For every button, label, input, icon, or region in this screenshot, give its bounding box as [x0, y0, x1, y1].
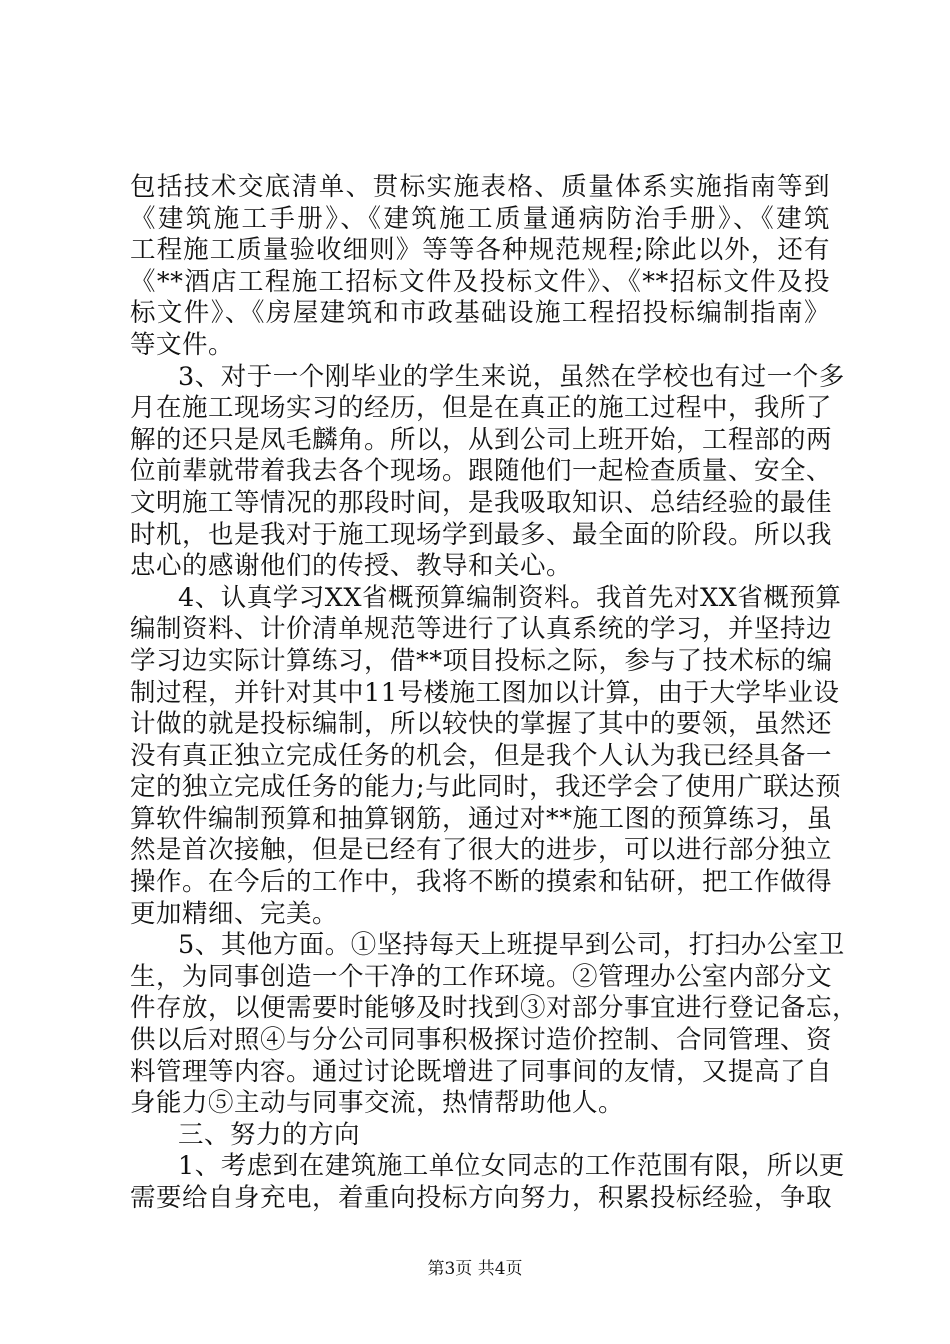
paragraph: [130, 1151, 845, 1214]
paragraph: [130, 582, 842, 931]
text-line: 文明施工等情况的那段时间，是我吸取知识、总结经验的最佳: [130, 487, 833, 518]
text-line: 解的还只是凤毛麟角。所以，从到公司上班开始，工程部的两: [130, 424, 833, 455]
text-line: 身能力⑤主动与同事交流，热情帮助他人。: [130, 1088, 625, 1119]
paragraph: [130, 361, 845, 583]
text-line: 4、认真学习XX省概预算编制资料。我首先对XX省概预算: [178, 582, 842, 613]
text-line: 三、努力的方向: [178, 1119, 361, 1150]
text-line: 供以后对照④与分公司同事积极探讨造价控制、合同管理、资: [130, 1025, 833, 1056]
text-line: 需要给自身充电，着重向投标方向努力，积累投标经验，争取: [130, 1183, 833, 1213]
page-number-label: 第3页 共4页: [427, 1259, 523, 1279]
text-line: 时机，也是我对于施工现场学到最多、最全面的阶段。所以我: [130, 519, 833, 550]
text-line: 位前辈就带着我去各个现场。跟随他们一起检查质量、安全、: [130, 456, 833, 487]
text-line: 3、对于一个刚毕业的学生来说，虽然在学校也有过一个多: [178, 361, 845, 392]
text-line: 5、其他方面。①坚持每天上班提早到公司，打扫办公室卫: [178, 930, 845, 961]
text-line: 标文件》、《房屋建筑和市政基础设施工程招投标编制指南》: [130, 298, 830, 329]
text-line: 《建筑施工手册》、《建筑施工质量通病防治手册》、《建筑: [130, 203, 830, 234]
text-line: 更加精细、完美。: [130, 898, 339, 929]
text-line: 月在施工现场实习的经历，但是在真正的施工过程中，我所了: [130, 393, 833, 424]
page-footer: [0, 1254, 950, 1279]
text-line: 忠心的感谢他们的传授、教导和关心。: [130, 551, 573, 582]
text-line: 算软件编制预算和抽算钢筋，通过对**施工图的预算练习，虽: [130, 803, 833, 834]
text-line: 制过程，并针对其中11号楼施工图加以计算，由于大学毕业设: [130, 677, 840, 708]
section-heading: [130, 1120, 830, 1152]
text-line: 料管理等内容。通过讨论既增进了同事间的友情，又提高了自: [130, 1056, 833, 1087]
paragraph: [130, 930, 859, 1120]
text-line: 1、考虑到在建筑施工单位女同志的工作范围有限，所以更: [178, 1151, 845, 1182]
text-line: 计做的就是投标编制，所以较快的掌握了其中的要领，虽然还: [130, 709, 833, 740]
text-line: 然是首次接触，但是已经有了很大的进步，可以进行部分独立: [130, 835, 833, 866]
text-line: 学习边实际计算练习，借**项目投标之际，参与了技术标的编: [130, 645, 833, 676]
text-line: 编制资料、计价清单规范等进行了认真系统的学习，并坚持边: [130, 614, 833, 645]
paragraph: [130, 172, 830, 362]
text-line: 工程施工质量验收细则》等等各种规范规程;除此以外，还有: [130, 235, 830, 266]
text-line: 件存放，以便需要时能够及时找到③对部分事宜进行登记备忘，: [130, 993, 859, 1024]
text-line: 包括技术交底清单、贯标实施表格、质量体系实施指南等到: [130, 172, 830, 202]
document-body: [130, 172, 859, 1215]
text-line: 定的独立完成任务的能力;与此同时，我还学会了使用广联达预: [130, 772, 842, 803]
text-line: 生，为同事创造一个干净的工作环境。②管理办公室内部分文: [130, 961, 833, 992]
text-line: 没有真正独立完成任务的机会，但是我个人认为我已经具备一: [130, 740, 833, 771]
text-line: 等文件。: [130, 329, 235, 360]
text-line: 《**酒店工程施工招标文件及投标文件》、《**招标文件及投: [130, 266, 830, 297]
text-line: 操作。在今后的工作中，我将不断的摸索和钻研，把工作做得: [130, 867, 833, 898]
